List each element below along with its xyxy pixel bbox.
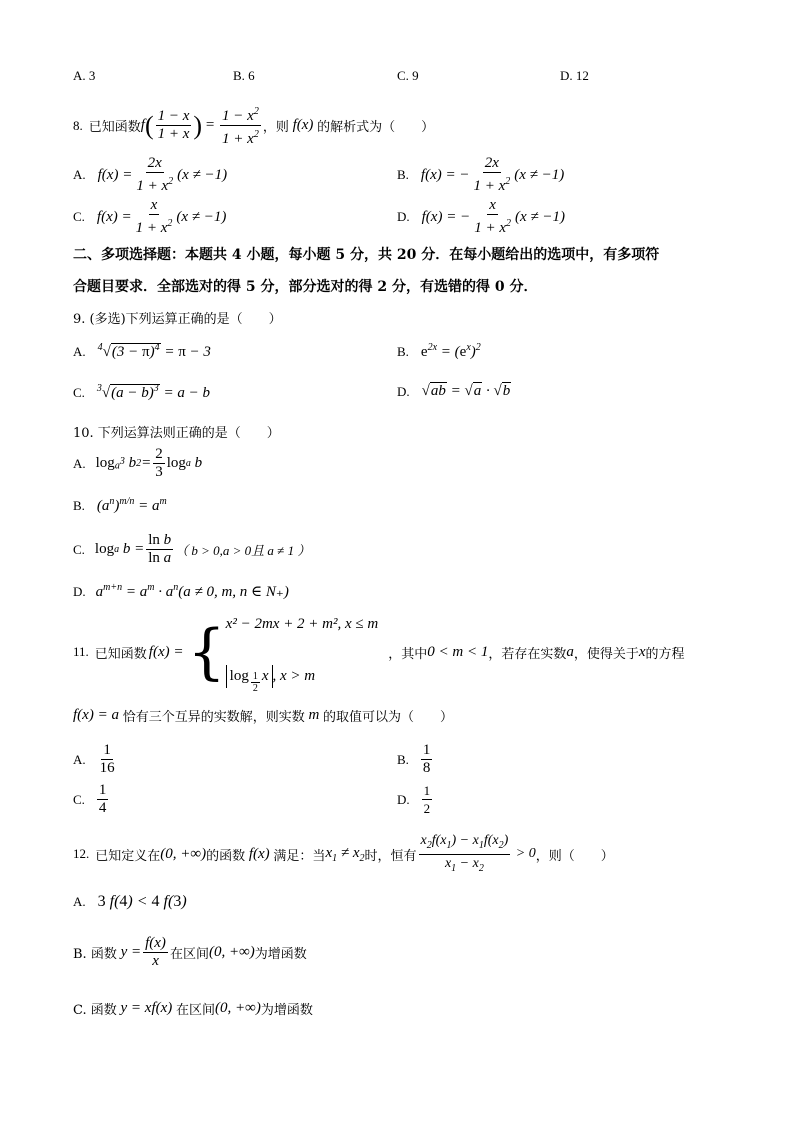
q12-option-c-text: 在区间 [176, 1003, 216, 1018]
q10-option-c-condition: （ b > 0,a > 0且 a ≠ 1 ） [175, 543, 311, 558]
q11-stem-line2 [73, 706, 453, 725]
q10-option-d-condition: (a ≠ 0, m, n ∈ N₊) [178, 584, 289, 600]
q12-option-c-label: C. 函数 [73, 1003, 117, 1018]
q12-text-5: ，则（ ） [535, 848, 614, 864]
q12-number: 12. [73, 846, 90, 862]
q8-option-c-label: C. [73, 209, 85, 224]
q12-fx: f(x) [245, 845, 274, 862]
q12-option-b-formula: y = $\frac{f(x)}{x}$ [116, 935, 166, 969]
q11-option-c-value: $\frac{1}{4}$ [98, 782, 107, 816]
q12-option-c-interval: (0, +∞) [215, 1000, 261, 1016]
q9-stem: 9. (多选)下列运算正确的是（ ） [73, 312, 282, 327]
q8-stem [73, 103, 434, 148]
q11-brace: { [187, 617, 226, 687]
q11-var-m: m [304, 707, 324, 723]
q9-option-a-formula: $^4√(3 - \pi)^4 = \pi - 3$ [97, 342, 211, 360]
q11-var-a: a [566, 643, 574, 660]
q8-option-d-domain: (x ≠ −1) [514, 208, 565, 225]
section2-heading-line2: 合题目要求．全部选对的得 5 分，部分选对的得 2 分，有选错的得 0 分． [73, 279, 538, 295]
q11-var-x: x [638, 643, 646, 660]
q9-option-a [73, 342, 211, 361]
q10-option-d-formula: $a^{m+n} = a^m \cdot a^n$ [95, 582, 179, 600]
q7-option-a: A. 3 [73, 68, 96, 83]
q9-option-b-formula: $e^{2x} = (e^x)^2$ [420, 342, 481, 360]
q12-inequality: $\frac{x_2f(x_1) - x_1f(x_2)}{x_1 - x_2}$ > 0 [420, 833, 536, 874]
section2-heading-line1: 二、多项选择题：本题共 4 小题，每小题 5 分，共 20 分．在每小题给出的选项中，有多项符 [73, 247, 660, 263]
q9-option-d-formula: √ab = √a · √b [421, 383, 511, 399]
q8-fx: f(x) [288, 117, 318, 133]
q11-number: 11. [73, 644, 89, 659]
q8-option-a-domain: (x ≠ −1) [177, 166, 228, 183]
q12-condition: $x_1 \ne x_2$ [325, 844, 365, 864]
q8-option-c-domain: (x ≠ −1) [176, 208, 227, 225]
q11-range: 0 < m < 1 [427, 643, 489, 660]
q8-option-c-formula: f(x) = $\frac{x}{1 + x^2}$ [96, 197, 173, 236]
q8-text-2: ，则 [262, 120, 289, 135]
q9-option-a-label: A. [73, 343, 86, 359]
q10-option-a [73, 446, 202, 481]
q8-option-d-label: D. [397, 209, 410, 224]
q8-option-b [397, 155, 564, 195]
q10-option-b-label: B. [73, 497, 85, 513]
q10-stem: 10. 下列运算法则正确的是（ ） [73, 426, 280, 441]
q11-piecewise [187, 614, 379, 694]
q11-option-b-value: $\frac{1}{8}$ [422, 742, 431, 776]
q11-option-b [397, 742, 434, 777]
q10-option-a-formula: log $a^3$ b 2 = $\frac{2}{3}$ log a b [95, 446, 203, 480]
q7-option-c: C. 9 [397, 68, 419, 83]
q11-row-2: log $\frac{1}{2}$ x , x > m [226, 665, 379, 688]
q7-option-b: B. 6 [233, 68, 255, 83]
q12-option-b-label: B. 函数 [73, 947, 117, 962]
q10-option-b-formula: $(a^n)^{m/n} = a^m$ [96, 496, 167, 514]
q8-text-1: 已知函数 [88, 120, 141, 135]
q11-fx: f(x) = [148, 643, 184, 660]
q8-number: 8. [73, 117, 83, 133]
q11-option-a-value: $\frac{1}{16}$ [99, 742, 115, 776]
q10-option-c-label: C. [73, 541, 85, 557]
q9-option-b [397, 342, 481, 361]
q11-row-2-tail: , x > m [272, 668, 316, 684]
q12-text-2: 的函数 [206, 848, 246, 864]
q8-option-b-label: B. [397, 167, 409, 182]
q11-text-3: ，若存在实数 [488, 646, 567, 662]
q10-option-d [73, 582, 289, 601]
q8-option-a [73, 155, 227, 195]
q8-option-d [397, 197, 565, 237]
q11-option-d [397, 782, 434, 817]
q9-option-d-label: D. [397, 383, 410, 399]
q12-option-b-end: 为增函数 [254, 947, 307, 962]
q12-option-b-text: 在区间 [169, 947, 209, 962]
q11-option-c [73, 782, 110, 817]
q8-equation: f ( $\frac{1 - x}{1 + x}$ ) = $\frac{1 - x^2}{1 + x^2}$ [141, 103, 263, 148]
q12-option-a-label: A. [73, 894, 86, 909]
q12-text-4: 时，恒有 [364, 848, 417, 864]
q12-option-c-formula: y = xf(x) [116, 1000, 177, 1016]
q12-option-b [73, 935, 307, 970]
q8-option-a-label: A. [73, 167, 86, 182]
q12-option-c [73, 999, 313, 1018]
q8-option-b-domain: (x ≠ −1) [514, 166, 565, 183]
q8-option-d-formula: f(x) = − $\frac{x}{1 + x^2}$ [421, 197, 511, 236]
q9-option-c-label: C. [73, 384, 85, 400]
q11-option-b-label: B. [397, 751, 409, 767]
q10-option-a-label: A. [73, 455, 86, 471]
q11-text-4: ，使得关于 [573, 646, 639, 662]
q11-stem [73, 614, 685, 694]
q9-option-b-label: B. [397, 343, 409, 359]
q10-option-b [73, 496, 167, 515]
q9-option-c [73, 383, 210, 402]
q11-option-c-label: C. [73, 791, 85, 807]
q12-option-c-end: 为增函数 [260, 1003, 313, 1018]
q11-option-d-value: $\frac{1}{2}$ [423, 783, 431, 816]
q8-option-b-formula: f(x) = − $\frac{2x}{1 + x^2}$ [420, 155, 511, 194]
q7-option-d: D. 12 [560, 68, 589, 83]
q9-option-d [397, 383, 511, 400]
q11-equation: f(x) = a [73, 707, 123, 723]
q11-row-1: x² − 2mx + 2 + m², x ≤ m [225, 616, 379, 632]
q11-text-7: 的取值可以为（ ） [323, 710, 454, 725]
q12-option-b-interval: (0, +∞) [208, 944, 255, 960]
q11-text-6: 恰有三个互异的实数解，则实数 [122, 710, 305, 725]
q10-option-c [73, 532, 310, 567]
q12-stem [73, 832, 614, 877]
q11-text-5: 的方程 [645, 646, 685, 662]
q12-text-1: 已知定义在 [95, 848, 161, 864]
q8-option-a-formula: f(x) = $\frac{2x}{1 + x^2}$ [97, 155, 174, 194]
q11-text-1: 已知函数 [94, 646, 147, 662]
q11-option-a [73, 742, 119, 777]
q10-option-c-formula: log a b = $\frac{\text{ln b}}{\text{ln a}}$ [94, 532, 172, 566]
q10-option-d-label: D. [73, 583, 86, 599]
q12-text-3: 满足：当 [273, 848, 326, 864]
q9-option-c-formula: $^3√(a - b)^3 = a - b$ [96, 383, 211, 401]
q11-text-2: ，其中 [388, 646, 428, 662]
q8-option-c [73, 197, 226, 237]
q12-interval: (0, +∞) [160, 845, 207, 862]
q11-option-d-label: D. [397, 791, 410, 807]
q8-text-3: 的解析式为（ ） [317, 120, 435, 135]
q12-option-a [73, 893, 187, 911]
q11-option-a-label: A. [73, 751, 86, 767]
q12-option-a-formula: 3 f(4) < 4 f(3) [97, 893, 187, 910]
q11-piecewise-rows [225, 614, 379, 694]
